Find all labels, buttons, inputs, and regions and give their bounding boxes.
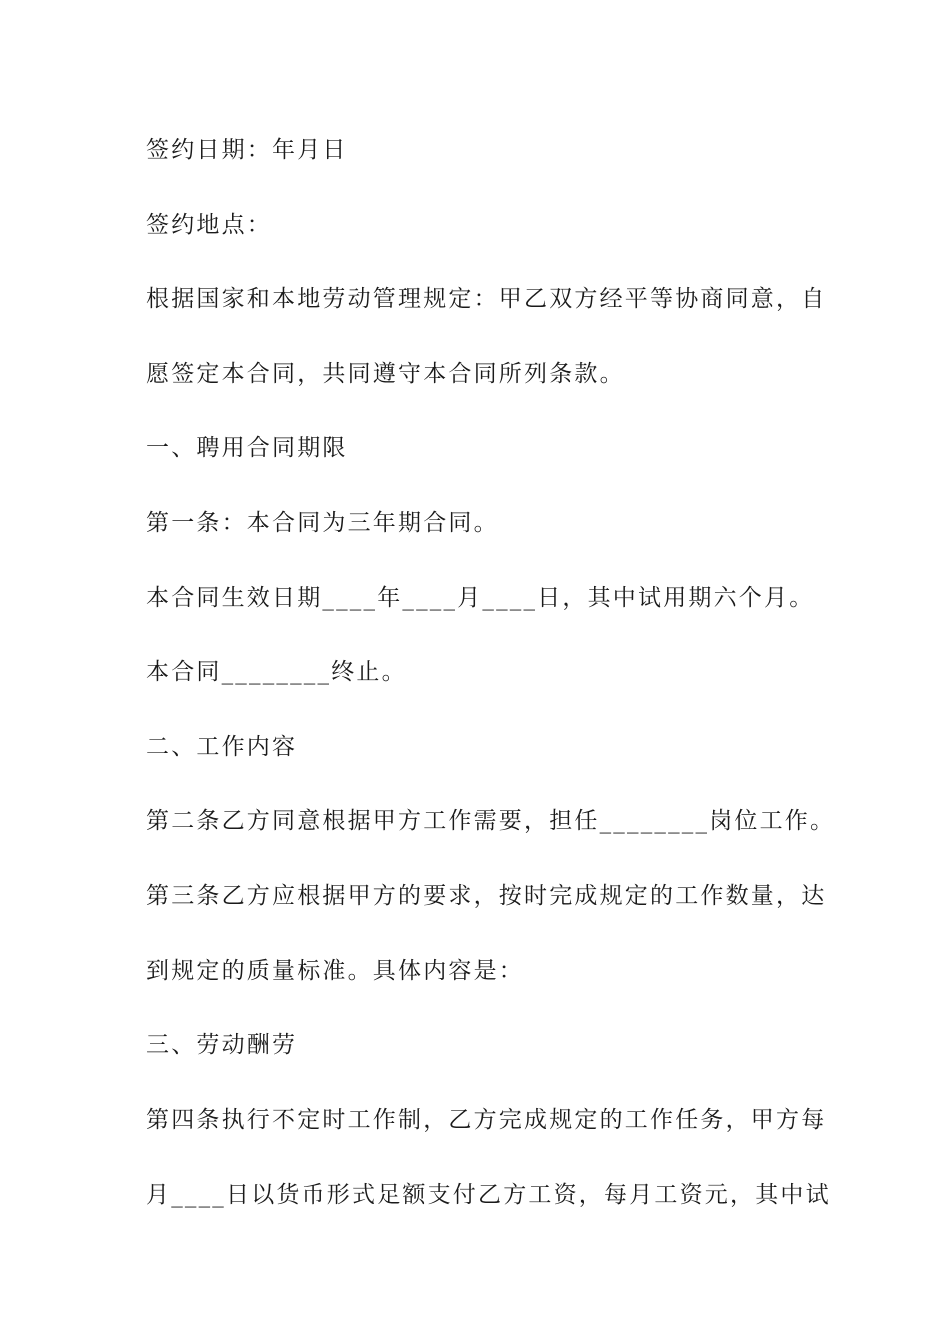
article-4-line-1: 第四条执行不定时工作制，乙方完成规定的工作任务，甲方每 xyxy=(146,1107,827,1133)
preamble-line-1: 根据国家和本地劳动管理规定：甲乙双方经平等协商同意，自 xyxy=(146,286,827,312)
section-heading-term: 一、聘用合同期限 xyxy=(146,435,348,461)
preamble-line-2: 愿签定本合同，共同遵守本合同所列条款。 xyxy=(146,361,625,387)
article-1-line: 第一条：本合同为三年期合同。 xyxy=(146,510,499,536)
effective-date-line: 本合同生效日期____年____月____日，其中试用期六个月。 xyxy=(146,585,815,611)
article-2-line: 第二条乙方同意根据甲方工作需要，担任________岗位工作。 xyxy=(146,808,836,834)
article-4-line-2: 月____日以货币形式足额支付乙方工资，每月工资元，其中试 xyxy=(146,1182,831,1208)
termination-line: 本合同________终止。 xyxy=(146,659,407,685)
article-3-line-1: 第三条乙方应根据甲方的要求，按时完成规定的工作数量，达 xyxy=(146,883,827,909)
signing-date-line: 签约日期：年月日 xyxy=(146,137,348,163)
article-3-line-2: 到规定的质量标准。具体内容是： xyxy=(146,958,524,984)
signing-place-line: 签约地点： xyxy=(146,212,272,238)
section-heading-work: 二、工作内容 xyxy=(146,734,298,760)
section-heading-pay: 三、劳动酬劳 xyxy=(146,1032,298,1058)
